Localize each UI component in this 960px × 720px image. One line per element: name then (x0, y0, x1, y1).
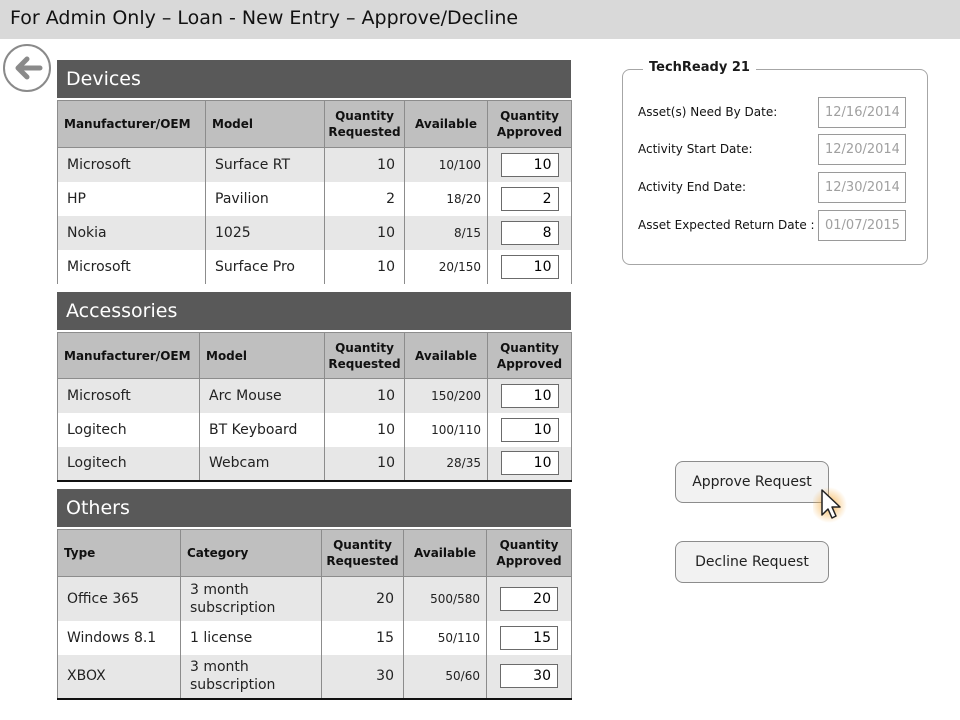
model-cell: Surface RT (206, 148, 325, 182)
oem-cell: Microsoft (58, 148, 206, 182)
model-cell: 1025 (206, 216, 325, 250)
quantity-approved-input[interactable] (500, 664, 558, 688)
requested-cell: 10 (325, 250, 405, 284)
available-cell: 50/60 (404, 655, 487, 699)
column-header: Type (58, 530, 181, 577)
accessories-table (57, 332, 572, 482)
event-title: TechReady 21 (643, 60, 756, 75)
requested-cell: 30 (322, 655, 404, 699)
activity-start-date-field[interactable] (818, 134, 906, 165)
requested-cell: 10 (325, 413, 405, 447)
devices-table (57, 100, 572, 284)
activity-start-date-label: Activity Start Date: (638, 142, 753, 156)
column-header: Category (181, 530, 322, 577)
available-cell: 100/110 (405, 413, 488, 447)
approved-cell (488, 250, 572, 284)
model-cell: Webcam (200, 447, 325, 481)
accessories-section (57, 292, 571, 482)
quantity-approved-input[interactable] (501, 187, 559, 211)
approved-cell (487, 655, 572, 699)
column-header: Manufacturer/OEM (58, 101, 206, 148)
page-title: For Admin Only – Loan - New Entry – Approve/Decline (10, 7, 519, 29)
table-row (58, 577, 572, 621)
table-row (58, 413, 572, 447)
requested-cell: 10 (325, 148, 405, 182)
approved-cell (488, 216, 572, 250)
category-cell: 3 month subscription (181, 577, 322, 621)
table-row (58, 148, 572, 182)
activity-end-date-field[interactable] (818, 172, 906, 203)
activity-end-date-label: Activity End Date: (638, 180, 747, 194)
model-cell: Arc Mouse (200, 379, 325, 413)
expected-return-date-field[interactable] (818, 210, 906, 241)
event-dates-panel (622, 60, 928, 265)
oem-cell: HP (58, 182, 206, 216)
column-header: Quantity Approved (488, 101, 572, 148)
model-cell: Surface Pro (206, 250, 325, 284)
requested-cell: 10 (325, 379, 405, 413)
accessories-title: Accessories (57, 292, 571, 330)
arrow-left-circle-icon (10, 51, 44, 85)
back-button[interactable] (3, 44, 51, 92)
column-header: Model (206, 101, 325, 148)
decline-request-button[interactable]: Decline Request (675, 541, 829, 583)
others-table (57, 529, 572, 700)
others-section (57, 489, 571, 700)
approved-cell (488, 413, 572, 447)
table-row (58, 216, 572, 250)
model-cell: BT Keyboard (200, 413, 325, 447)
available-cell: 8/15 (405, 216, 488, 250)
quantity-approved-input[interactable] (501, 418, 559, 442)
table-header-row (58, 530, 572, 577)
type-cell: Office 365 (58, 577, 181, 621)
type-cell: Windows 8.1 (58, 621, 181, 655)
requested-cell: 15 (322, 621, 404, 655)
table-header-row (58, 101, 572, 148)
column-header: Available (405, 101, 488, 148)
column-header: Manufacturer/OEM (58, 333, 200, 379)
oem-cell: Logitech (58, 447, 200, 481)
approved-cell (487, 621, 572, 655)
table-row (58, 621, 572, 655)
title-bar (0, 0, 960, 39)
requested-cell: 2 (325, 182, 405, 216)
column-header: Available (404, 530, 487, 577)
table-header-row (58, 333, 572, 379)
table-row (58, 250, 572, 284)
available-cell: 500/580 (404, 577, 487, 621)
approved-cell (488, 182, 572, 216)
oem-cell: Microsoft (58, 250, 206, 284)
approved-cell (487, 577, 572, 621)
mouse-pointer-icon (813, 485, 853, 525)
table-row (58, 182, 572, 216)
available-cell: 20/150 (405, 250, 488, 284)
category-cell: 1 license (181, 621, 322, 655)
type-cell: XBOX (58, 655, 181, 699)
need-by-date-field[interactable] (818, 97, 906, 128)
quantity-approved-input[interactable] (500, 626, 558, 650)
requested-cell: 10 (325, 447, 405, 481)
others-title: Others (57, 489, 571, 527)
approved-cell (488, 447, 572, 481)
requested-cell: 20 (322, 577, 404, 621)
quantity-approved-input[interactable] (501, 451, 559, 475)
need-by-date-label: Asset(s) Need By Date: (638, 105, 778, 119)
available-cell: 28/35 (405, 447, 488, 481)
expected-return-date-label: Asset Expected Return Date : (638, 218, 815, 232)
quantity-approved-input[interactable] (500, 587, 558, 611)
approve-request-button[interactable]: Approve Request (675, 461, 829, 503)
column-header: Available (405, 333, 488, 379)
column-header: Quantity Requested (325, 101, 405, 148)
available-cell: 18/20 (405, 182, 488, 216)
column-header: Quantity Requested (322, 530, 404, 577)
available-cell: 150/200 (405, 379, 488, 413)
quantity-approved-input[interactable] (501, 255, 559, 279)
quantity-approved-input[interactable] (501, 221, 559, 245)
oem-cell: Nokia (58, 216, 206, 250)
oem-cell: Microsoft (58, 379, 200, 413)
devices-title: Devices (57, 60, 571, 98)
quantity-approved-input[interactable] (501, 153, 559, 177)
approved-cell (488, 379, 572, 413)
devices-section (57, 60, 571, 284)
model-cell: Pavilion (206, 182, 325, 216)
column-header: Model (200, 333, 325, 379)
quantity-approved-input[interactable] (501, 384, 559, 408)
table-row (58, 379, 572, 413)
column-header: Quantity Requested (325, 333, 405, 379)
table-row (58, 447, 572, 481)
column-header: Quantity Approved (488, 333, 572, 379)
requested-cell: 10 (325, 216, 405, 250)
available-cell: 10/100 (405, 148, 488, 182)
approved-cell (488, 148, 572, 182)
oem-cell: Logitech (58, 413, 200, 447)
column-header: Quantity Approved (487, 530, 572, 577)
table-row (58, 655, 572, 699)
category-cell: 3 month subscription (181, 655, 322, 699)
available-cell: 50/110 (404, 621, 487, 655)
